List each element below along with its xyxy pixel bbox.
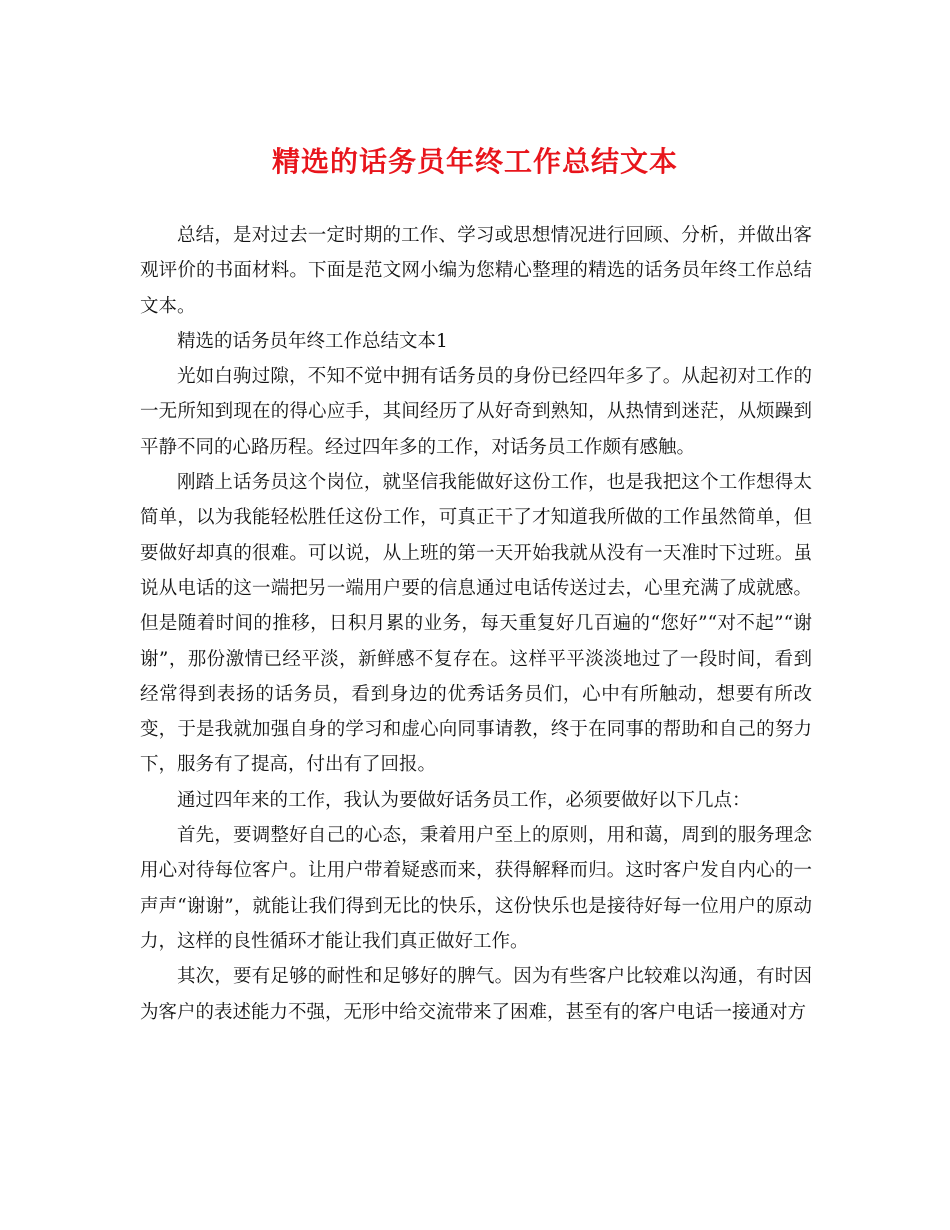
document-body xyxy=(140,218,812,1030)
paragraph: 光如白驹过隙，不知不觉中拥有话务员的身份已经四年多了。从起初对工作的一无所知到现在的得心应手，其间经历了从好奇到熟知，从热情到迷茫，从烦躁到平静不同的心路历程。经过四年多的工作，对话务员工作颇有感触。 xyxy=(140,366,812,458)
section-heading: 精选的话务员年终工作总结文本1 xyxy=(177,330,448,352)
paragraph: 其次，要有足够的耐性和足够好的脾气。因为有些客户比较难以沟通，有时因为客户的表述能力不强，无形中给交流带来了困难，甚至有的客户电话一接通对方 xyxy=(140,966,812,1023)
paragraph-intro: 总结，是对过去一定时期的工作、学习或思想情况进行回顾、分析，并做出客观评价的书面材料。下面是范文网小编为您精心整理的精选的话务员年终工作总结文本。 xyxy=(140,225,812,317)
paragraph: 刚踏上话务员这个岗位，就坚信我能做好这份工作，也是我把这个工作想得太简单，以为我能轻松胜任这份工作，可真正干了才知道我所做的工作虽然简单，但要做好却真的很难。可以说，从上班的第一天开始我就从没有一天准时下过班。虽说从电话的这一端把另一端用户要的信息通过电话传送过去，心里充满了成就感。但是随着时间的推移，日积月累的业务，每天重复好几百遍的“您好”“对不起”“谢谢”，那份激情已经平淡，新鲜感不复存在。这样平平淡淡地过了一段时间，看到经常得到表扬的话务员，看到身边的优秀话务员们，心中有所触动，想要有所改变，于是我就加强自身的学习和虚心向同事请教，终于在同事的帮助和自己的努力下，服务有了提高，付出有了回报。 xyxy=(140,472,812,776)
paragraph: 首先，要调整好自己的心态，秉着用户至上的原则，用和蔼，周到的服务理念用心对待每位客户。让用户带着疑惑而来，获得解释而归。这时客户发自内心的一声声“谢谢”，就能让我们得到无比的快乐，这份快乐也是接待好每一位用户的原动力，这样的良性循环才能让我们真正做好工作。 xyxy=(140,825,812,952)
document-title: 精选的话务员年终工作总结文本 xyxy=(271,145,678,178)
paragraph: 通过四年来的工作，我认为要做好话务员工作，必须要做好以下几点： xyxy=(177,789,751,811)
